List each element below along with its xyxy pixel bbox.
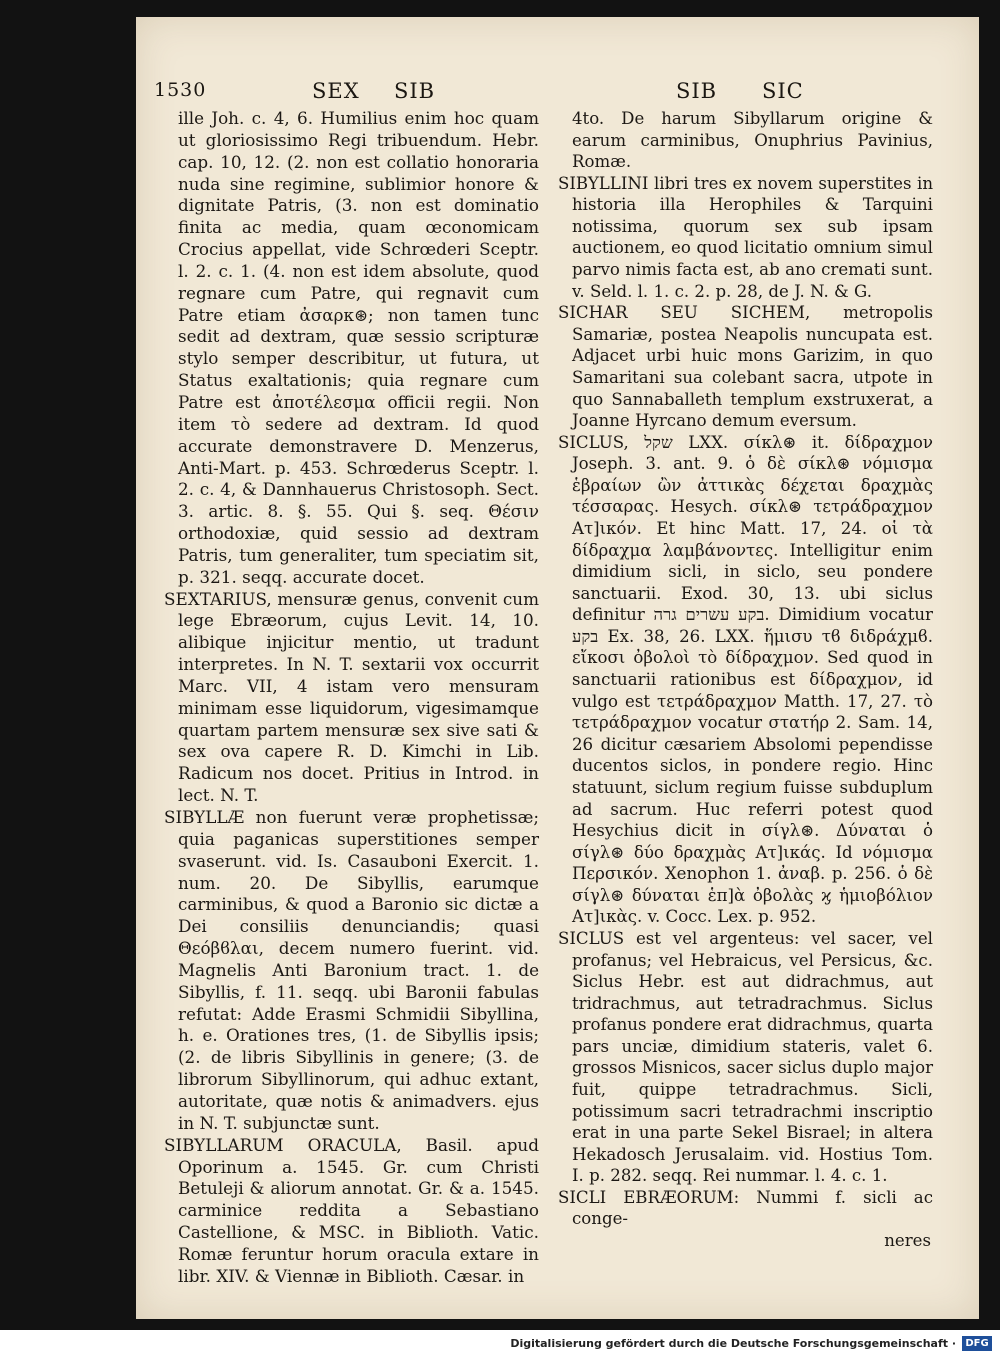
header-word-2: SIB: [394, 79, 436, 103]
dictionary-entry: SIBYLLARUM ORACULA, Basil. apud Oporinum a. 1545. Gr. cum Christi Betuleji & aliorum annotat. Gr. & a. 1545. carminice reddita a Sebastiano Castellione, & MSC. in Biblioth. Vatic. Romæ feruntur horum oracula extare in libr. XIV. & Viennæ in Biblioth. Cæsar. in: [164, 1134, 539, 1286]
dfg-logo: DFG: [962, 1336, 992, 1351]
left-column: [164, 108, 539, 1288]
book-page: [136, 17, 979, 1319]
dictionary-entry: SICLI EBRÆORUM: Nummi f. sicli ac conge-: [558, 1187, 933, 1229]
header-word-1: SEX: [312, 79, 360, 103]
dictionary-entry: SICLUS est vel argenteus: vel sacer, vel profanus; vel Hebraicus, vel Persicus, &c. Siclus Hebr. est aut didrachmus, aut tridrachmus, aut tetradrachmus. Siclus profanus pondere erat didrachmus, quarta pars unciæ, dimidium stateris, valet 6. grossos Misnicos, sacer siclus duplo major fuit, quippe tetradrachmus. Sicli, potissimum sacri tetradrachmi inscriptio erat in una parte Sekel Bisrael; in altera Hekadosch Jerusalaim. vid. Hostius Tom. I. p. 282. seqq. Rei nummar. l. 4. c. 1.: [558, 928, 933, 1186]
entry-continuation: 4to. De harum Sibyllarum origine & earum carminibus, Onuphrius Pavinius, Romæ.: [572, 109, 933, 172]
header-word-3: SIB: [676, 79, 718, 103]
dictionary-entry: SIBYLLINI libri tres ex novem superstites in historia illa Herophiles & Tarquini notissima, quorum sex sub ipsam auctionem, eo quod licitatio omnium simul parvo nimis facta est, ab ano cremati sunt. v. Seld. l. 1. c. 2. p. 28, de J. N. & G.: [558, 173, 933, 301]
header-word-4: SIC: [762, 79, 804, 103]
running-header: [136, 79, 979, 107]
dictionary-entry: SICLUS, שקל LXX. σίκλ⊛ it. δίδραχμον Joseph. 3. ant. 9. ὁ δὲ σίκλ⊛ νόμισμα ἑβραίων ὢν ἀττικὰς δέχεται δραχμὰς τέσσαρας. Hesych. σίκλ⊛ τετράδραχμον Ατ]ικόν. Et hinc Matt. 17, 24. οἱ τὰ δίδραχμα λαμβάνοντες. Intelligitur enim dimidium sicli, in siclo, seu pondere sanctuarii. Exod. 30, 13. ubi siclus definitur בקע עשרים גרה. Dimidium vocatur בקע Ex. 38, 26. LXX. ἥμισυ τϐ διδράχμϐ. εἴκοσι ὀβολοὶ τὸ δίδραχμον. Sed quod in sanctuarii rationibus est δίδραχμον, id vulgo est τετράδραχμον Matth. 17, 27. τὸ τετράδραχμον vocatur στατήρ 2. Sam. 14, 26 dicitur cæsariem Absolomi pependisse ducentos siclos, in pondere regio. Hinc statuunt, siclum regium fuisse subduplum ad sacrum. Huc referri potest quod Hesychius dicit in σίγλ⊛. Δύναται ὁ σίγλ⊛ δύο δραχμὰς Ατ]ικάς. Id νόμισμα Περσικόν. Xenophon 1. ἀναβ. p. 256. ὁ δὲ σίγλ⊛ δύναται ἑπ]ὰ ὀβολὰς ϗ ἡμιοβόλιον Ατ]ικὰς. v. Cocc. Lex. p. 952.: [558, 432, 933, 927]
dictionary-entry: SEXTARIUS, mensuræ genus, convenit cum lege Ebræorum, cujus Levit. 14, 10. alibique injicitur mentio, ut tradunt interpretes. In N. T. sextarii vox occurrit Marc. VII, 4 istam vero mensuram minimam esse liquidorum, vigesimamque quartam partem mensuræ sex sive sati & sex ova capere R. D. Kimchi in Lib. Radicum nos docet. Pritius in Introd. in lect. N. T.: [164, 588, 539, 806]
entry-continuation: ille Joh. c. 4, 6. Humilius enim hoc quam ut gloriosissimo Regi tribuendum. Hebr. cap. 10, 12. (2. non est collatio honoraria nuda sine regimine, sublimior honore & dignitate Patris, (3. non est dominatio finita ac media, quam œconomicam Crocius appellat, vide Schrœderi Sceptr. l. 2. c. 1. (4. non est idem absolute, quod regnare cum Patre, qui regnavit cum Patre etiam ἀσαρκ⊛; non tamen tunc sedit ad dextram, quæ sessio scripturæ stylo semper describitur, ut futura, ut Status exaltationis; quia regnare cum Patre est ἀποτέλεσμα officii regii. Non item τὸ sedere ad dextram. Id quod accurate demonstravere D. Menzerus, Anti-Mart. p. 453. Schrœderus Sceptr. l. 2. c. 4, & Dannhauerus Christosoph. Sect. 3. artic. 8. §. 55. Qui §. seq. Θέσιν orthodoxiæ, quid sessio ad dextram Patris, tum generaliter, tum speciatim sit, p. 321. seqq. accurate docet.: [178, 108, 539, 587]
right-column: [558, 108, 933, 1252]
page-number: 1530: [154, 79, 207, 101]
dictionary-entry: SICHAR SEU SICHEM, metropolis Samariæ, postea Neapolis nuncupata est. Adjacet urbi huic mons Garizim, in quo Samaritani sua colebant sacra, utpote in quo Sannaballeth templum exstruxerat, a Joanne Hyrcano demum eversum.: [558, 303, 933, 431]
footer-credit: Digitalisierung gefördert durch die Deutsche Forschungsgemeinschaft ·: [510, 1337, 956, 1350]
catchword: neres: [884, 1231, 931, 1251]
dictionary-entry: SIBYLLÆ non fuerunt veræ prophetissæ; quia paganicas superstitiones semper svaserunt. vid. Is. Casauboni Exercit. 1. num. 20. De Sibyllis, earumque carminibus, & quod a Baronio sic dictæ a Dei consiliis denunciandis; quasi Θεόβϐλαι, decem numero fuerint. vid. Magnelis Anti Baronium tract. 1. de Sibyllis, f. 11. seqq. ubi Baronii fabulas refutat: Adde Erasmi Schmidii Sibyllina, h. e. Orationes tres, (1. de Sibyllis ipsis; (2. de libris Sibyllinis in genere; (3. de librorum Sibyllinorum, qui adhuc extant, autoritate, quæ notis & animadvers. ejus in N. T. subjunctæ sunt.: [164, 807, 539, 1133]
digitization-footer: [0, 1330, 1000, 1358]
